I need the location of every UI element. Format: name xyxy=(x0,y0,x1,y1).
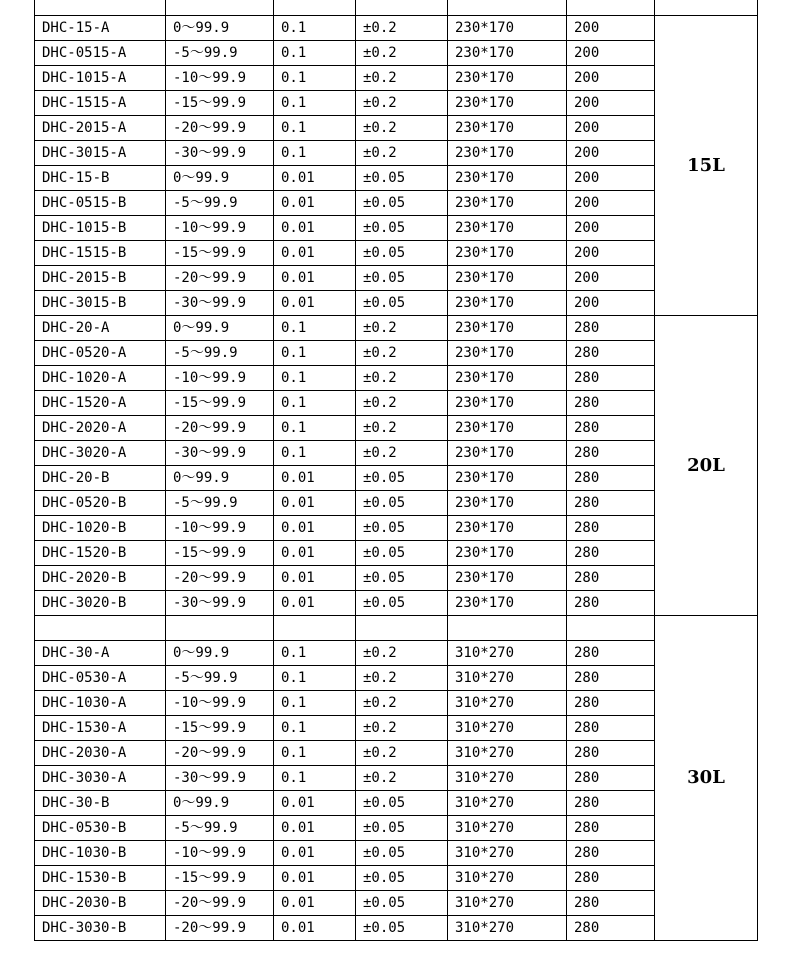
accuracy-cell: ±0.05 xyxy=(356,191,448,216)
resolution-cell: 0.01 xyxy=(274,216,356,241)
accuracy-cell: ±0.05 xyxy=(356,266,448,291)
accuracy-cell: ±0.2 xyxy=(356,66,448,91)
accuracy-cell: ±0.2 xyxy=(356,441,448,466)
model-cell: DHC-3015-A xyxy=(35,141,166,166)
accuracy-cell: ±0.05 xyxy=(356,791,448,816)
model-cell: DHC-2015-A xyxy=(35,116,166,141)
accuracy-cell: ±0.2 xyxy=(356,416,448,441)
model-cell: DHC-0520-A xyxy=(35,341,166,366)
table-header-stub-row xyxy=(35,0,758,16)
temp-range-cell: 0～99.9 xyxy=(166,316,274,341)
temp-range-cell: 0～99.9 xyxy=(166,791,274,816)
resolution-cell: 0.1 xyxy=(274,441,356,466)
table-row xyxy=(35,391,758,416)
temp-range-cell: -15～99.9 xyxy=(166,91,274,116)
power-cell: 280 xyxy=(567,366,655,391)
model-cell: DHC-3030-B xyxy=(35,916,166,941)
chamber-size-cell: 230*170 xyxy=(448,366,567,391)
chamber-size-cell: 230*170 xyxy=(448,516,567,541)
table-row xyxy=(35,316,758,341)
model-cell: DHC-0530-B xyxy=(35,816,166,841)
accuracy-cell: ±0.05 xyxy=(356,516,448,541)
accuracy-cell: ±0.05 xyxy=(356,291,448,316)
table-row xyxy=(35,891,758,916)
table-row xyxy=(35,116,758,141)
table-row xyxy=(35,441,758,466)
power-cell: 280 xyxy=(567,666,655,691)
model-cell: DHC-2030-B xyxy=(35,891,166,916)
model-cell: DHC-30-B xyxy=(35,791,166,816)
resolution-cell: 0.1 xyxy=(274,91,356,116)
resolution-cell: 0.01 xyxy=(274,491,356,516)
temp-range-cell: -10～99.9 xyxy=(166,66,274,91)
resolution-cell: 0.01 xyxy=(274,841,356,866)
model-cell: DHC-0515-A xyxy=(35,41,166,66)
temp-range-cell: -30～99.9 xyxy=(166,141,274,166)
table-row xyxy=(35,341,758,366)
resolution-cell: 0.1 xyxy=(274,16,356,41)
table-row xyxy=(35,791,758,816)
table-row xyxy=(35,541,758,566)
table-row xyxy=(35,841,758,866)
blank-row xyxy=(35,616,758,641)
power-cell: 280 xyxy=(567,791,655,816)
table-row xyxy=(35,716,758,741)
table-row xyxy=(35,691,758,716)
model-cell: DHC-20-A xyxy=(35,316,166,341)
accuracy-cell: ±0.05 xyxy=(356,566,448,591)
empty-cell xyxy=(448,616,567,641)
model-cell: DHC-2020-B xyxy=(35,566,166,591)
power-cell: 280 xyxy=(567,891,655,916)
chamber-size-cell: 230*170 xyxy=(448,66,567,91)
model-cell: DHC-1520-A xyxy=(35,391,166,416)
table-row xyxy=(35,816,758,841)
resolution-cell: 0.01 xyxy=(274,466,356,491)
table-row xyxy=(35,241,758,266)
chamber-size-cell: 310*270 xyxy=(448,666,567,691)
chamber-size-cell: 230*170 xyxy=(448,541,567,566)
power-cell: 200 xyxy=(567,66,655,91)
temp-range-cell: -15～99.9 xyxy=(166,241,274,266)
table-row xyxy=(35,566,758,591)
model-cell: DHC-1020-A xyxy=(35,366,166,391)
volume-cell: 30L xyxy=(655,616,758,941)
accuracy-cell: ±0.2 xyxy=(356,741,448,766)
table-row xyxy=(35,141,758,166)
temp-range-cell: -15～99.9 xyxy=(166,391,274,416)
resolution-cell: 0.01 xyxy=(274,291,356,316)
power-cell: 280 xyxy=(567,766,655,791)
resolution-cell: 0.1 xyxy=(274,366,356,391)
temp-range-cell: -10～99.9 xyxy=(166,366,274,391)
empty-cell xyxy=(567,616,655,641)
model-cell: DHC-1530-A xyxy=(35,716,166,741)
resolution-cell: 0.01 xyxy=(274,191,356,216)
resolution-cell: 0.01 xyxy=(274,541,356,566)
power-cell: 200 xyxy=(567,291,655,316)
temp-range-cell: -5～99.9 xyxy=(166,816,274,841)
chamber-size-cell: 310*270 xyxy=(448,641,567,666)
accuracy-cell: ±0.05 xyxy=(356,816,448,841)
accuracy-cell: ±0.2 xyxy=(356,41,448,66)
temp-range-cell: -20～99.9 xyxy=(166,741,274,766)
power-cell: 200 xyxy=(567,241,655,266)
chamber-size-cell: 230*170 xyxy=(448,566,567,591)
table-row xyxy=(35,516,758,541)
chamber-size-cell: 230*170 xyxy=(448,241,567,266)
power-cell: 280 xyxy=(567,341,655,366)
chamber-size-cell: 310*270 xyxy=(448,916,567,941)
power-cell: 280 xyxy=(567,316,655,341)
chamber-size-cell: 230*170 xyxy=(448,216,567,241)
resolution-cell: 0.01 xyxy=(274,241,356,266)
power-cell: 280 xyxy=(567,441,655,466)
chamber-size-cell: 230*170 xyxy=(448,466,567,491)
resolution-cell: 0.01 xyxy=(274,516,356,541)
table-row xyxy=(35,191,758,216)
accuracy-cell: ±0.2 xyxy=(356,366,448,391)
power-cell: 280 xyxy=(567,466,655,491)
power-cell: 280 xyxy=(567,516,655,541)
temp-range-cell: -5～99.9 xyxy=(166,341,274,366)
accuracy-cell: ±0.2 xyxy=(356,141,448,166)
resolution-cell: 0.1 xyxy=(274,716,356,741)
model-cell: DHC-0515-B xyxy=(35,191,166,216)
accuracy-cell: ±0.05 xyxy=(356,541,448,566)
power-cell: 280 xyxy=(567,916,655,941)
temp-range-cell: -30～99.9 xyxy=(166,591,274,616)
chamber-size-cell: 230*170 xyxy=(448,116,567,141)
model-cell: DHC-1030-A xyxy=(35,691,166,716)
power-cell: 200 xyxy=(567,191,655,216)
temp-range-cell: -10～99.9 xyxy=(166,841,274,866)
chamber-size-cell: 230*170 xyxy=(448,91,567,116)
table-row xyxy=(35,491,758,516)
model-cell: DHC-1515-B xyxy=(35,241,166,266)
model-cell: DHC-20-B xyxy=(35,466,166,491)
temp-range-cell: -15～99.9 xyxy=(166,716,274,741)
power-cell: 280 xyxy=(567,816,655,841)
model-cell: DHC-0530-A xyxy=(35,666,166,691)
temp-range-cell: -5～99.9 xyxy=(166,666,274,691)
resolution-cell: 0.01 xyxy=(274,816,356,841)
model-cell: DHC-15-A xyxy=(35,16,166,41)
table-row xyxy=(35,216,758,241)
chamber-size-cell: 310*270 xyxy=(448,866,567,891)
table-row xyxy=(35,91,758,116)
chamber-size-cell: 230*170 xyxy=(448,141,567,166)
model-cell: DHC-2020-A xyxy=(35,416,166,441)
empty-cell xyxy=(274,616,356,641)
accuracy-cell: ±0.2 xyxy=(356,691,448,716)
model-cell: DHC-3015-B xyxy=(35,291,166,316)
power-cell: 200 xyxy=(567,216,655,241)
volume-cell: 15L xyxy=(655,16,758,316)
chamber-size-cell: 230*170 xyxy=(448,441,567,466)
resolution-cell: 0.1 xyxy=(274,666,356,691)
power-cell: 280 xyxy=(567,691,655,716)
temp-range-cell: -5～99.9 xyxy=(166,41,274,66)
resolution-cell: 0.01 xyxy=(274,866,356,891)
empty-cell xyxy=(166,616,274,641)
table-row xyxy=(35,266,758,291)
accuracy-cell: ±0.05 xyxy=(356,466,448,491)
temp-range-cell: -20～99.9 xyxy=(166,566,274,591)
power-cell: 200 xyxy=(567,91,655,116)
accuracy-cell: ±0.2 xyxy=(356,341,448,366)
accuracy-cell: ±0.05 xyxy=(356,166,448,191)
resolution-cell: 0.01 xyxy=(274,566,356,591)
resolution-cell: 0.1 xyxy=(274,116,356,141)
chamber-size-cell: 310*270 xyxy=(448,791,567,816)
temp-range-cell: -10～99.9 xyxy=(166,691,274,716)
chamber-size-cell: 230*170 xyxy=(448,391,567,416)
model-cell: DHC-15-B xyxy=(35,166,166,191)
empty-cell xyxy=(35,616,166,641)
table-row xyxy=(35,741,758,766)
power-cell: 200 xyxy=(567,16,655,41)
table-row xyxy=(35,666,758,691)
model-cell: DHC-2015-B xyxy=(35,266,166,291)
resolution-cell: 0.1 xyxy=(274,766,356,791)
accuracy-cell: ±0.2 xyxy=(356,391,448,416)
power-cell: 280 xyxy=(567,841,655,866)
accuracy-cell: ±0.2 xyxy=(356,641,448,666)
temp-range-cell: -30～99.9 xyxy=(166,766,274,791)
table-row xyxy=(35,641,758,666)
temp-range-cell: -20～99.9 xyxy=(166,891,274,916)
spec-table-body xyxy=(35,0,758,941)
table-row xyxy=(35,291,758,316)
volume-cell: 20L xyxy=(655,316,758,616)
chamber-size-cell: 230*170 xyxy=(448,191,567,216)
resolution-cell: 0.1 xyxy=(274,416,356,441)
table-row xyxy=(35,16,758,41)
model-cell: DHC-3030-A xyxy=(35,766,166,791)
model-cell: DHC-3020-B xyxy=(35,591,166,616)
power-cell: 280 xyxy=(567,716,655,741)
temp-range-cell: -5～99.9 xyxy=(166,491,274,516)
model-cell: DHC-1015-B xyxy=(35,216,166,241)
accuracy-cell: ±0.2 xyxy=(356,316,448,341)
table-row xyxy=(35,366,758,391)
power-cell: 200 xyxy=(567,41,655,66)
temp-range-cell: -20～99.9 xyxy=(166,116,274,141)
resolution-cell: 0.01 xyxy=(274,916,356,941)
resolution-cell: 0.1 xyxy=(274,691,356,716)
chamber-size-cell: 230*170 xyxy=(448,16,567,41)
model-cell: DHC-1520-B xyxy=(35,541,166,566)
accuracy-cell: ±0.2 xyxy=(356,716,448,741)
power-cell: 280 xyxy=(567,566,655,591)
model-cell: DHC-1530-B xyxy=(35,866,166,891)
model-cell: DHC-1020-B xyxy=(35,516,166,541)
temp-range-cell: -20～99.9 xyxy=(166,266,274,291)
accuracy-cell: ±0.05 xyxy=(356,491,448,516)
table-row xyxy=(35,466,758,491)
empty-cell xyxy=(356,616,448,641)
table-row xyxy=(35,166,758,191)
accuracy-cell: ±0.05 xyxy=(356,841,448,866)
model-cell: DHC-0520-B xyxy=(35,491,166,516)
power-cell: 200 xyxy=(567,116,655,141)
chamber-size-cell: 230*170 xyxy=(448,41,567,66)
accuracy-cell: ±0.05 xyxy=(356,866,448,891)
resolution-cell: 0.01 xyxy=(274,791,356,816)
temp-range-cell: -15～99.9 xyxy=(166,541,274,566)
accuracy-cell: ±0.2 xyxy=(356,16,448,41)
chamber-size-cell: 230*170 xyxy=(448,416,567,441)
temp-range-cell: -15～99.9 xyxy=(166,866,274,891)
temp-range-cell: -30～99.9 xyxy=(166,441,274,466)
chamber-size-cell: 310*270 xyxy=(448,741,567,766)
temp-range-cell: -20～99.9 xyxy=(166,916,274,941)
accuracy-cell: ±0.2 xyxy=(356,91,448,116)
chamber-size-cell: 310*270 xyxy=(448,891,567,916)
power-cell: 280 xyxy=(567,641,655,666)
chamber-size-cell: 230*170 xyxy=(448,316,567,341)
accuracy-cell: ±0.05 xyxy=(356,216,448,241)
resolution-cell: 0.1 xyxy=(274,341,356,366)
chamber-size-cell: 310*270 xyxy=(448,816,567,841)
model-cell: DHC-1015-A xyxy=(35,66,166,91)
accuracy-cell: ±0.2 xyxy=(356,116,448,141)
spec-table xyxy=(34,0,758,941)
resolution-cell: 0.1 xyxy=(274,641,356,666)
resolution-cell: 0.01 xyxy=(274,891,356,916)
table-row xyxy=(35,66,758,91)
power-cell: 280 xyxy=(567,591,655,616)
model-cell: DHC-1515-A xyxy=(35,91,166,116)
accuracy-cell: ±0.2 xyxy=(356,766,448,791)
accuracy-cell: ±0.2 xyxy=(356,666,448,691)
power-cell: 280 xyxy=(567,866,655,891)
resolution-cell: 0.1 xyxy=(274,741,356,766)
table-row xyxy=(35,916,758,941)
model-cell: DHC-30-A xyxy=(35,641,166,666)
table-row xyxy=(35,416,758,441)
power-cell: 280 xyxy=(567,416,655,441)
temp-range-cell: 0～99.9 xyxy=(166,641,274,666)
table-row xyxy=(35,866,758,891)
accuracy-cell: ±0.05 xyxy=(356,891,448,916)
power-cell: 200 xyxy=(567,166,655,191)
resolution-cell: 0.01 xyxy=(274,166,356,191)
power-cell: 280 xyxy=(567,491,655,516)
power-cell: 280 xyxy=(567,541,655,566)
chamber-size-cell: 230*170 xyxy=(448,291,567,316)
power-cell: 200 xyxy=(567,141,655,166)
temp-range-cell: 0～99.9 xyxy=(166,166,274,191)
resolution-cell: 0.1 xyxy=(274,141,356,166)
chamber-size-cell: 230*170 xyxy=(448,266,567,291)
resolution-cell: 0.1 xyxy=(274,316,356,341)
chamber-size-cell: 230*170 xyxy=(448,341,567,366)
model-cell: DHC-1030-B xyxy=(35,841,166,866)
accuracy-cell: ±0.05 xyxy=(356,591,448,616)
power-cell: 280 xyxy=(567,391,655,416)
resolution-cell: 0.01 xyxy=(274,591,356,616)
temp-range-cell: -20～99.9 xyxy=(166,416,274,441)
resolution-cell: 0.1 xyxy=(274,41,356,66)
temp-range-cell: 0～99.9 xyxy=(166,466,274,491)
temp-range-cell: -10～99.9 xyxy=(166,216,274,241)
temp-range-cell: -5～99.9 xyxy=(166,191,274,216)
accuracy-cell: ±0.05 xyxy=(356,241,448,266)
table-row xyxy=(35,766,758,791)
accuracy-cell: ±0.05 xyxy=(356,916,448,941)
resolution-cell: 0.1 xyxy=(274,66,356,91)
table-row xyxy=(35,41,758,66)
temp-range-cell: 0～99.9 xyxy=(166,16,274,41)
resolution-cell: 0.01 xyxy=(274,266,356,291)
chamber-size-cell: 230*170 xyxy=(448,166,567,191)
power-cell: 280 xyxy=(567,741,655,766)
resolution-cell: 0.1 xyxy=(274,391,356,416)
power-cell: 200 xyxy=(567,266,655,291)
chamber-size-cell: 310*270 xyxy=(448,716,567,741)
chamber-size-cell: 230*170 xyxy=(448,591,567,616)
chamber-size-cell: 230*170 xyxy=(448,491,567,516)
chamber-size-cell: 310*270 xyxy=(448,841,567,866)
model-cell: DHC-2030-A xyxy=(35,741,166,766)
temp-range-cell: -30～99.9 xyxy=(166,291,274,316)
temp-range-cell: -10～99.9 xyxy=(166,516,274,541)
model-cell: DHC-3020-A xyxy=(35,441,166,466)
table-row xyxy=(35,591,758,616)
chamber-size-cell: 310*270 xyxy=(448,691,567,716)
chamber-size-cell: 310*270 xyxy=(448,766,567,791)
